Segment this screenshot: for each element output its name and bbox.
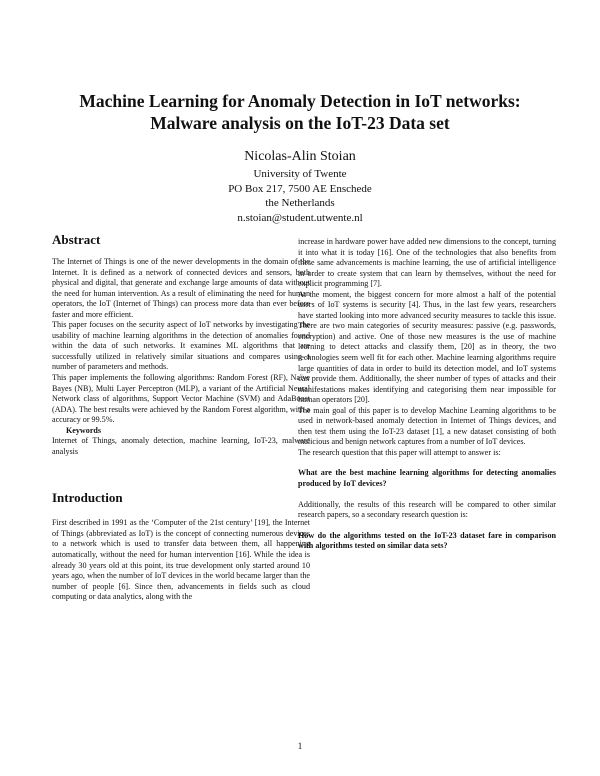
abstract-paragraph-3: This paper implements the following algorithms: Random Forest (RF), Naïve Bayes (NB), Multi Layer Perceptron (MLP), a variant of the Artificial Neural Network class of algorithms, Support Vector Machine (SVM) and AdaBoost (ADA). The best results were achieved by the Random Forest algorithm, with a accuracy or 99.5%. (52, 373, 310, 425)
intro-paragraph-2: At the moment, the biggest concern for more almost a half of the potential users of IoT systems is security [4]. Thus, in the last few years, researchers have started looking into more advanced security measures to tackle this issue. There are two main categories of security measures: passive (e.g. passwords, encryption) and active. One of those new measures is the use of machine learning to detect attacks and classify them, [20] as in theory, the two technologies seem well fit for each other. Machine learning algorithms require large quantities of data in order to build its detection model, and IoT systems can provide them. Additionally, the sheer number of types of attacks and their manifestations makes identifying and categorising them near impossible for human operators [20]. (298, 289, 556, 405)
right-column (298, 237, 556, 562)
author-address: PO Box 217, 7500 AE Enschede (228, 182, 372, 195)
introduction-paragraph-1: First described in 1991 as the ‘Computer of the 21st century’ [19], the Internet of Things (abbreviated as IoT) is the concept of connecting numerous devices to a network which is used to transfer data between them, all happening automatically, without the need for human intervention [16]. While the idea is already 30 years old at this point, its true development only started around 10 years ago, when the number of IoT devices in the world became larger than the number of people [6]. Since then, advancements in fields such as cloud computing or data analytics, along with the (52, 518, 310, 602)
title-line-1: Machine Learning for Anomaly Detection in IoT networks: (79, 91, 521, 111)
abstract-heading: Abstract (52, 232, 101, 247)
intro-paragraph-4: The research question that this paper will attempt to answer is: (298, 447, 501, 457)
paper-title (40, 90, 560, 134)
author-country: the Netherlands (265, 197, 335, 209)
title-line-2: Malware analysis on the IoT-23 Data set (150, 113, 450, 133)
left-column (52, 232, 310, 603)
page-number: 1 (297, 741, 303, 751)
intro-paragraph-continued: increase in hardware power have added new dimensions to the concept, turning it into what it is today [16]. One of the technologies that also benefits from these same advancements is machine learning, the use of artificial intelligence in order to create system that can learn by themselves, without the need for explicit programming [7]. (298, 237, 556, 289)
intro-paragraph-3: The main goal of this paper is to develop Machine Learning algorithms to be used in network-based anomaly detection in Internet of Things devices, and then test them using the IoT-23 dataset [1], a new dataset consisting of both malicious and benign network captures from a number of IoT devices. (298, 405, 556, 447)
abstract-paragraph-1: The Internet of Things is one of the newer developments in the domain of the Internet. It is defined as a network of connected devices and sensors, both physical and digital, that generate and exchange large amounts of data without the need for human intervention. As a result of eliminating the need for human operators, the IoT (Internet of Things) can process more data than ever before faster and more efficient. (52, 257, 310, 319)
abstract-paragraph-2: This paper focuses on the security aspect of IoT networks by investigating the usability of machine learning algorithms in the detection of anomalies found within the data of such networks. It examines ML algorithms that are successfully utilized in relatively similar situations and compares using a number of parameters and methods. (52, 320, 310, 372)
author-name: Nicolas-Alin Stoian (244, 149, 356, 164)
research-question-2: How do the algorithms tested on the IoT-23 dataset fare in comparison with algorithms tested on similar data sets? (298, 530, 556, 551)
research-question-1: What are the best machine learning algorithms for detecting anomalies produced by IoT devices? (298, 468, 556, 489)
introduction-heading: Introduction (52, 490, 123, 506)
author-block (150, 148, 450, 225)
author-email: n.stoian@student.utwente.nl (237, 211, 363, 224)
keywords-heading: Keywords (66, 425, 102, 435)
author-affiliation: University of Twente (253, 168, 347, 180)
intro-paragraph-5: Additionally, the results of this research will be compared to other similar research papers, so a secondary research question is: (298, 499, 556, 520)
keywords-text: Internet of Things, anomaly detection, machine learning, IoT-23, malware analysis (52, 436, 310, 456)
